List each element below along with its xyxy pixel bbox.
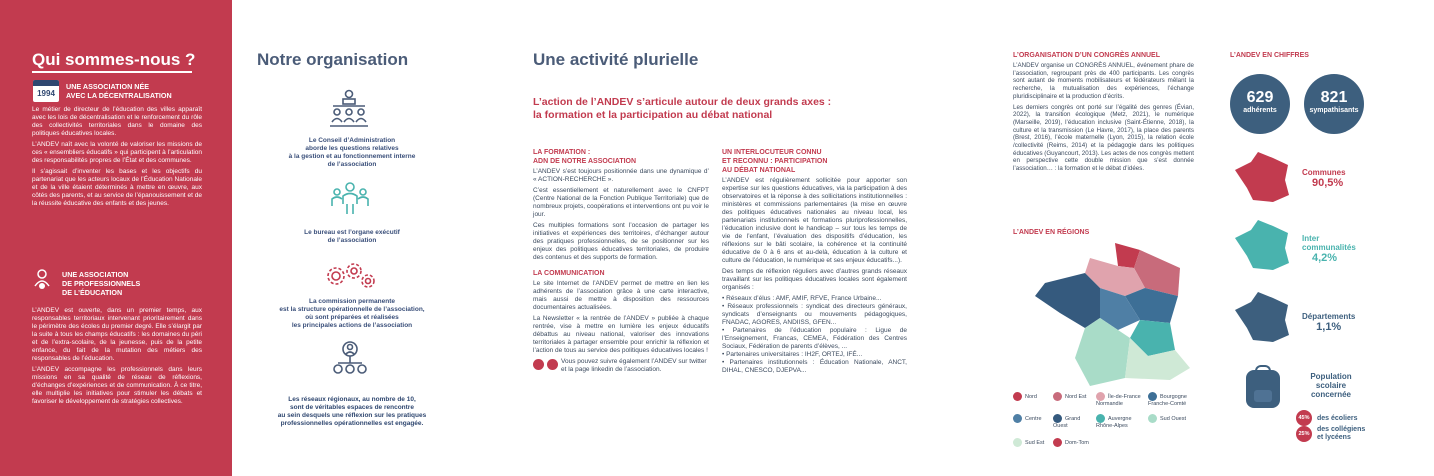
text-line: Le bureau est l’organe exécutif xyxy=(304,229,400,236)
section-pro-line3: DE L’ÉDUCATION xyxy=(62,288,123,297)
calendar-year: 1994 xyxy=(37,89,55,98)
lead-line: la formation et la participation au débat national xyxy=(533,109,773,121)
bureau-text xyxy=(252,229,452,245)
legend-item: Nord xyxy=(1013,392,1037,401)
section-birth-line2: AVEC LA DÉCENTRALISATION xyxy=(66,91,172,100)
stat-value: 1,1% xyxy=(1316,321,1342,333)
social-text: Vous pouvez suivre également l’ANDEV sur twitter et la page linkedin de l’association. xyxy=(561,358,707,373)
numbers-title: L’ANDEV EN CHIFFRES xyxy=(1230,52,1309,59)
title-underline xyxy=(32,71,192,73)
stat-label: Communes xyxy=(1302,168,1346,177)
interlocuteur-text xyxy=(722,177,907,375)
paragraph: Il s’agissait d’inventer les bases et les objectifs du partenariat que les acteurs locaux de l’Éducation Nationale et de la ville étaient déterminés à mettre en œuvre, aux côtés des parents, et au service de l’épanouissement et de la réussite éducative des enfants et des jeunes. xyxy=(32,168,202,207)
board-icon xyxy=(327,88,371,135)
team-icon xyxy=(330,180,370,225)
text-line: Le Conseil d’Administration xyxy=(308,137,396,144)
text-line: professionnelles opérationnelles est engagée. xyxy=(280,420,424,427)
text-line: Les réseaux régionaux, au nombre de 10, xyxy=(288,396,416,403)
legend-item: Centre xyxy=(1013,414,1042,423)
population-label: Population scolaire concernée xyxy=(1310,372,1352,399)
stat-adherents xyxy=(1230,74,1290,134)
paragraph: L’ANDEV naît avec la volonté de valoriser les missions de ces « ensembliers éducatifs » qui participent à l’articulation des responsabilités propres de l’État et des communes. xyxy=(32,141,202,164)
paragraph: Le site Internet de l’ANDEV permet de mettre en lien les adhérents de l’association grâce à une carte interactive, mais aussi de mettre à disposition des ressources documentaires actualisées. xyxy=(533,280,709,311)
france-regions-map xyxy=(1030,238,1210,398)
about-text-1 xyxy=(32,106,202,211)
text-line: de l’association xyxy=(327,161,377,168)
legend-item: Sud Ouest xyxy=(1148,414,1186,423)
departements-stat xyxy=(1302,312,1355,333)
stat-value: 821 xyxy=(1320,89,1348,106)
stat-label: Inter communalités xyxy=(1302,234,1356,252)
title-line: ET RECONNU : PARTICIPATION xyxy=(722,158,828,165)
congres-title: L’ORGANISATION D’UN CONGRÈS ANNUEL xyxy=(1013,52,1161,59)
about-panel xyxy=(0,0,232,476)
stat-sympathisants xyxy=(1304,74,1364,134)
text-line: de l’association xyxy=(327,237,377,244)
list-item: • Partenaires institutionnels : Éducation Nationale, ANCT, DIHAL, CNESCO, DJEPVA... xyxy=(722,359,907,374)
population-row-2 xyxy=(1296,426,1367,442)
formation-title xyxy=(533,148,709,166)
interlocuteur-title xyxy=(722,148,907,175)
communication-text xyxy=(533,280,709,355)
list-item: • Réseaux d’élus : AMF, AMIF, RFVE, France Urbaine... xyxy=(722,295,882,302)
twitter-icon[interactable] xyxy=(533,359,544,370)
inter-stat xyxy=(1302,234,1372,264)
text-line: au sein desquels une réflexion sur les pratiques xyxy=(277,412,427,419)
paragraph: L’ANDEV est régulièrement sollicitée pour apporter son expertise sur les questions éducatives, via la participation à des observatoires et la réponse à des sollicitations institutionnelles : ministères et commissions parlementaires (la mise en œuvre des politiques éducatives nationales au niveau local, les partenariats institutionnels et formations pluriprofessionnelles, l’éducation inclusive dont le handicap – sur tous les temps de vie de l’enfant, l’évaluation des dispositifs d’éducation, les réflexions sur le bâti scolaire, la cohérence et la continuité éducative de 0 à 6 ans et au-delà, éducation à la culture et culture de l’éducation, le numérique et ses enjeux éducatifs...). xyxy=(722,177,907,264)
text-line: les principales actions de l’association xyxy=(291,322,413,329)
paragraph: Les derniers congrès ont porté sur l’égalité des genres (Évian, 2022), la transition écologique (Metz, 2021), le numérique (Marseille, 2019), l’éducation inclusive (Saint-Étienne, 2018), la culture et la transmission (Le Havre, 2017), la place des parents (Brest, 2016), l’école maternelle (Lyon, 2015), la relation école /collectivité (Reims, 2014) et la pédagogie dans les politiques éducatives (Guyancourt, 2013). Les actes de nos congrès mettent en perspective cette double mission que s’est donnée l’association… : la formation et le débat d’idées. xyxy=(1013,103,1194,173)
section-pro-line2: DE PROFESSIONNELS xyxy=(62,279,141,288)
reseaux-text xyxy=(247,396,457,428)
paragraph: L’ANDEV s’est toujours positionnée dans une dynamique d’ « ACTION-RECHERCHE ». xyxy=(533,168,709,183)
text-line: où sont préparées et réalisées xyxy=(305,314,399,321)
text-line: La commission permanente xyxy=(309,298,395,305)
title-line: AU DÉBAT NATIONAL xyxy=(722,167,796,174)
legend-item: Dom-Tom xyxy=(1053,438,1089,447)
regions-legend xyxy=(1013,390,1203,470)
professional-icon xyxy=(33,268,51,290)
legend-item: Sud Est xyxy=(1013,438,1044,447)
formation-section xyxy=(533,148,709,374)
legend-item: Grand Ouest xyxy=(1053,415,1081,429)
legend-item: Bourgogne Franche-Comté xyxy=(1148,393,1187,407)
text-line: à la gestion et au fonctionnement interne xyxy=(288,153,416,160)
organisation-title: Notre organisation xyxy=(257,50,409,69)
gears-icon xyxy=(324,259,378,298)
network-icon xyxy=(330,340,370,385)
pct-text: des écoliers xyxy=(1317,414,1358,422)
intercommunalites-map-icon xyxy=(1233,218,1291,278)
text-line: aborde les questions relatives xyxy=(305,145,399,152)
legend-item: Auvergne Rhône-Alpes xyxy=(1096,415,1132,429)
stat-label: sympathisants xyxy=(1309,107,1359,114)
regions-title: L’ANDEV EN RÉGIONS xyxy=(1013,229,1090,236)
interlocuteur-section xyxy=(722,148,907,375)
paragraph: L’ANDEV organise un CONGRÈS ANNUEL, événement phare de l’association, regroupant près de 400 participants. Les congrès sont autant de moments mobilisateurs et fédérateurs mêlant la recherche, la mutualisation des expériences, l’échange pluridisciplinaire et la production d’écrits. xyxy=(1013,62,1194,100)
linkedin-icon[interactable] xyxy=(547,359,558,370)
pct-text: des collégiens et lycéens xyxy=(1317,426,1366,441)
organisation-panel xyxy=(232,0,472,476)
list-item: • Partenaires de l’éducation populaire : Ligue de l’Enseignement, Francas, CEMEA, Fédération des Centres Sociaux, Fédération de parents d’élèves, ... xyxy=(722,327,907,350)
title-line: LA FORMATION : xyxy=(533,149,591,156)
stat-label: Départements xyxy=(1302,312,1356,321)
congres-text xyxy=(1013,62,1194,173)
social-row xyxy=(533,358,709,374)
legend-item: Île-de-France Normandie xyxy=(1096,393,1141,407)
pct-badge: 25% xyxy=(1296,426,1312,442)
about-title: Qui sommes-nous ? xyxy=(32,50,196,69)
paragraph: L’ANDEV accompagne les professionnels dans leurs missions en sa qualité de réseau de réflexions, d’échanges d’expériences et de communication. À ce titre, elle multiplie les initiatives pour stimuler les débats et favoriser le développement de stratégies collectives. xyxy=(32,366,202,405)
stat-value: 90,5% xyxy=(1312,177,1344,189)
list-item: • Partenaires universitaires : IH2F, ORTEJ, IFÉ... xyxy=(722,351,863,358)
communes-stat xyxy=(1302,168,1346,189)
stat-value: 629 xyxy=(1246,89,1274,106)
pct-badge: 45% xyxy=(1296,410,1312,426)
paragraph: La Newsletter « la rentrée de l’ANDEV » publiée à chaque rentrée, vise à mettre en lumière les enjeux éducatifs débattus au niveau national, valoriser des innovations territoriales à partager ensemble pour enrichir la réflexion et l’action de tous au service des politiques éducatives locales ! xyxy=(533,315,709,354)
paragraph: Des temps de réflexion réguliers avec d’autres grands réseaux travaillant sur les politiques éducatives locales sont également organisés : xyxy=(722,268,907,291)
text-line: sont de véritables espaces de rencontre xyxy=(290,404,414,411)
commission-text xyxy=(247,298,457,330)
paragraph: Ces multiples formations sont l’occasion de partager les initiatives et expériences des territoires, d’échanger autour des pratiques professionnelles, de se positionner sur les enjeux des politiques éducatives territoriales, de produire des contenus et des supports de formation. xyxy=(533,222,709,261)
title-line: ADN DE NOTRE ASSOCIATION xyxy=(533,158,637,165)
calendar-icon xyxy=(33,80,59,102)
text-line: est la structure opérationnelle de l’association, xyxy=(279,306,425,313)
communication-title: LA COMMUNICATION xyxy=(533,270,605,277)
section-birth-line1: UNE ASSOCIATION NÉE xyxy=(66,82,150,91)
title-line: UN INTERLOCUTEUR CONNU xyxy=(722,149,822,156)
stat-value: 4,2% xyxy=(1312,252,1338,264)
communes-map-icon xyxy=(1233,150,1291,210)
lead-line: L’action de l’ANDEV s’articule autour de deux grands axes : xyxy=(533,96,832,108)
section-birth-title xyxy=(66,82,172,100)
backpack-icon xyxy=(1246,370,1280,408)
paragraph: Le métier de directeur de l’éducation des villes apparaît avec les lois de décentralisation et le renforcement du rôle des collectivités territoriales dans le domaine des politiques éducatives locales. xyxy=(32,106,202,137)
activity-lead xyxy=(533,96,831,122)
region-grand-ouest xyxy=(1035,273,1100,328)
list-item: • Réseaux professionnels : syndicat des directeurs généraux, syndicats d’enseignants ou mouvements pédagogiques, FNADAC, AGORES, ANDIISS, GFEN... xyxy=(722,303,907,326)
about-text-2 xyxy=(32,307,202,409)
legend-item: Nord Est xyxy=(1053,392,1086,401)
paragraph: C’est essentiellement et naturellement avec le CNFPT (Centre National de la Fonction Publique Territoriale) que de nombreux projets, coopérations et interventions ont pu voir le jour. xyxy=(533,187,709,218)
activity-title: Une activité plurielle xyxy=(533,50,699,69)
formation-text xyxy=(533,168,709,262)
departements-map-icon xyxy=(1233,290,1291,350)
board-text xyxy=(252,137,452,169)
paragraph: L’ANDEV est ouverte, dans un premier temps, aux responsables territoriaux intervenant prioritairement dans le périmètre des écoles du premier degré. Elle s’élargit par la suite à tous les champs éducatifs : les domaines du péri et de l’extra-scolaire, de la jeunesse, puis de la petite enfance, du fait de la mutation des métiers des responsables de l’éducation. xyxy=(32,307,202,362)
stat-label: adhérents xyxy=(1243,107,1277,114)
congres-section xyxy=(1013,51,1194,176)
section-pro-line1: UNE ASSOCIATION xyxy=(62,270,129,279)
population-row-1 xyxy=(1296,410,1357,426)
section-pro-title xyxy=(62,270,140,297)
